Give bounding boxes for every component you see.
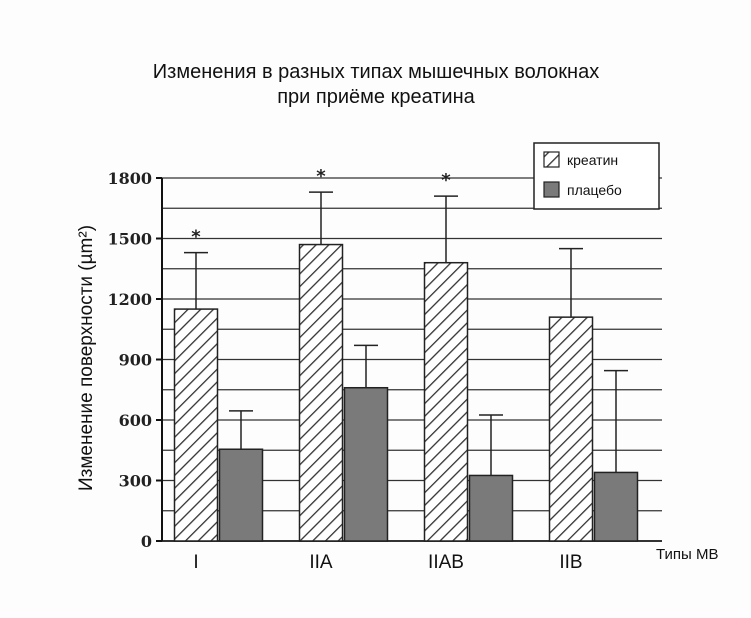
bar-placebo-i xyxy=(220,449,263,541)
y-tick-label: 1200 xyxy=(107,290,152,309)
x-tick-label-i: I xyxy=(193,552,199,573)
y-tick-label: 0 xyxy=(140,532,152,551)
bar-creatine-iib xyxy=(550,317,593,541)
y-tick-label: 300 xyxy=(118,471,152,491)
bars xyxy=(175,166,638,541)
bar-creatine-iia xyxy=(300,245,343,541)
x-tick-label-iib: IIB xyxy=(559,552,583,573)
legend-swatch-placebo xyxy=(544,182,559,197)
significance-star-i: * xyxy=(191,226,201,248)
x-tick-label-iia: IIA xyxy=(309,552,333,573)
bar-placebo-iia xyxy=(345,388,388,541)
y-tick-label: 1500 xyxy=(107,229,152,249)
x-axis-label: Типы МВ xyxy=(656,546,719,563)
x-tick-label-iiab: IIAB xyxy=(428,552,464,573)
bar-placebo-iib xyxy=(595,472,638,541)
chart-title-line-1: Изменения в разных типах мышечных волокнах xyxy=(152,61,600,83)
y-axis-label: Изменение поверхности (µm²) xyxy=(76,224,97,492)
significance-star-iia: * xyxy=(316,166,326,188)
legend-swatch-creatine xyxy=(544,152,559,167)
y-tick-labels xyxy=(107,169,162,551)
legend-label-creatine: креатин xyxy=(567,152,619,168)
y-tick-label: 900 xyxy=(118,350,152,370)
y-tick-label: 1800 xyxy=(107,169,152,188)
legend-label-placebo: плацебо xyxy=(567,182,622,198)
significance-star-iiab: * xyxy=(441,170,451,192)
legend xyxy=(534,143,659,209)
bar-creatine-iiab xyxy=(425,263,468,541)
chart-title-line-2: при приёме креатина xyxy=(277,86,475,108)
bar-creatine-i xyxy=(175,309,218,541)
bar-placebo-iiab xyxy=(470,475,513,541)
y-tick-label: 600 xyxy=(118,411,152,430)
x-tick-labels xyxy=(193,552,582,573)
